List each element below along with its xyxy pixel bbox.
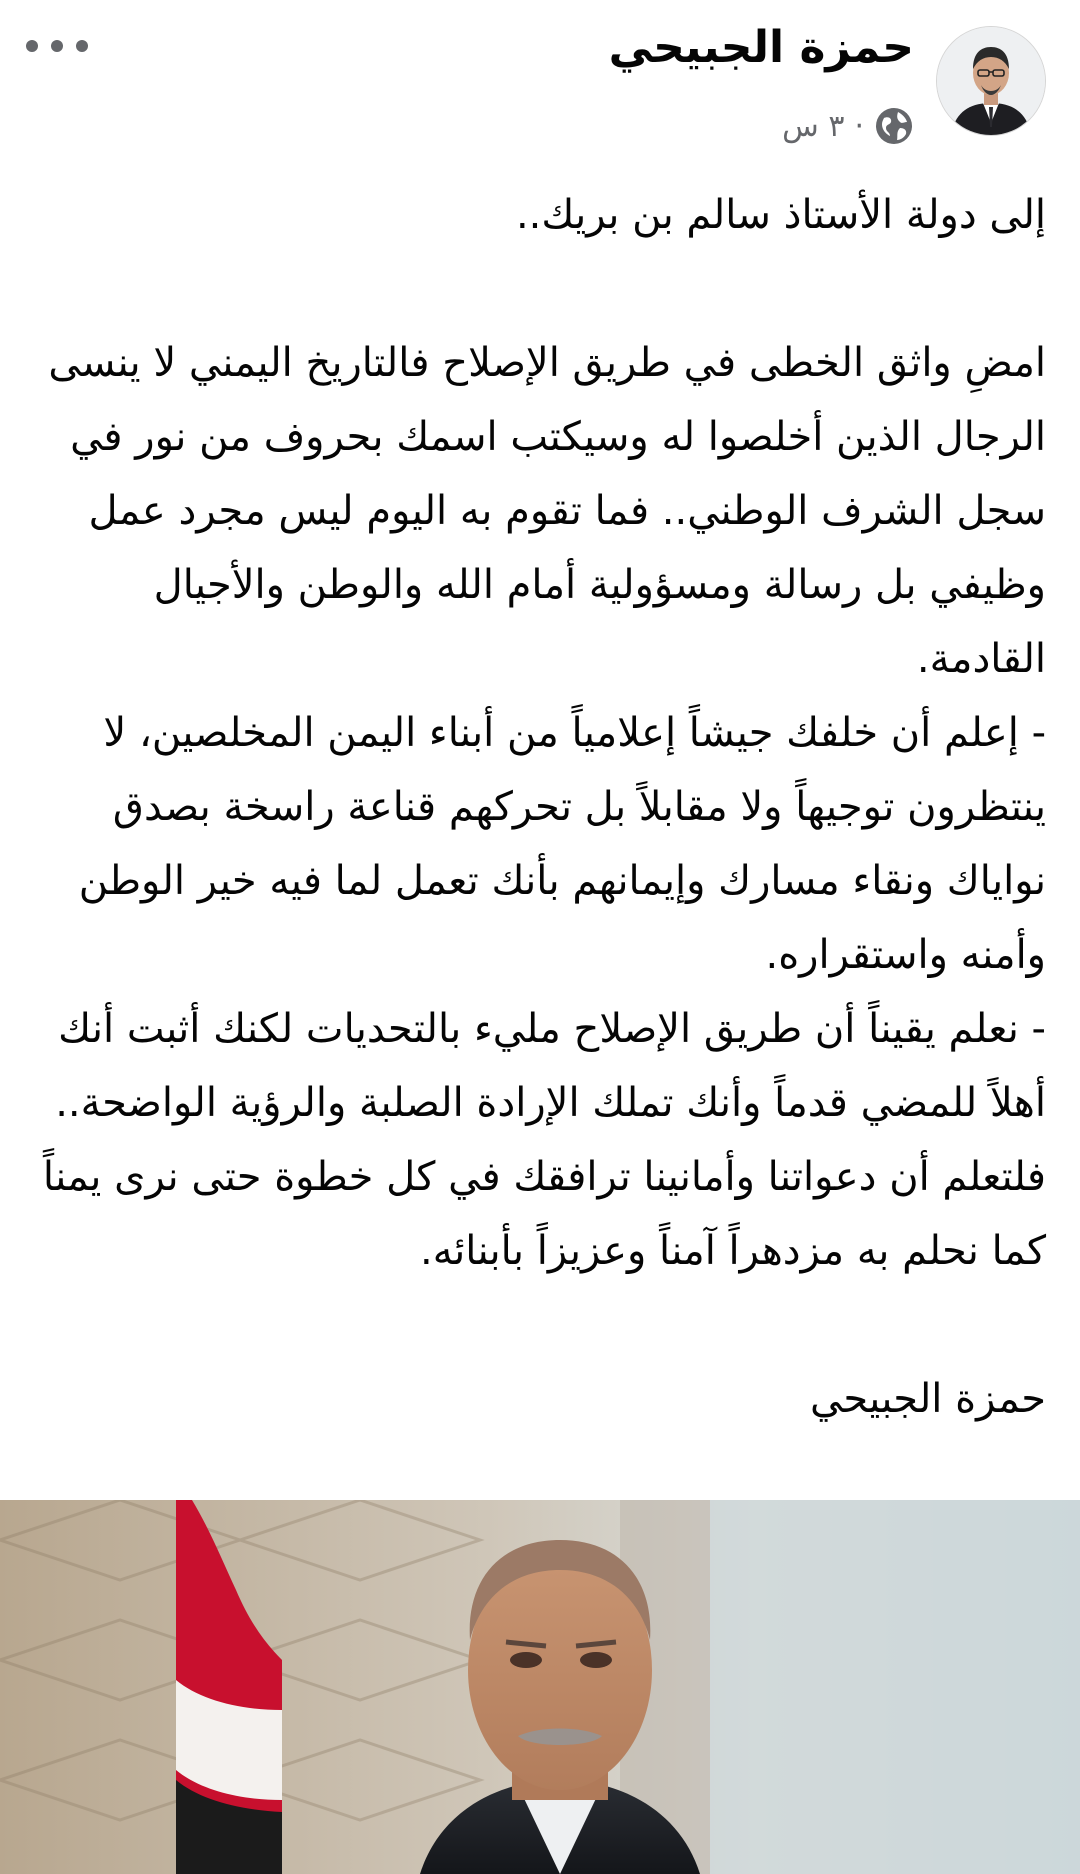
post-paragraph: إلى دولة الأستاذ سالم بن بريك.. <box>515 192 1046 238</box>
author-name[interactable]: حمزة الجبيحي <box>608 22 914 73</box>
paragraph-spacer <box>32 252 1046 326</box>
more-dot <box>26 40 38 52</box>
post-text <box>32 178 1046 1436</box>
post-photo[interactable] <box>0 1500 1080 1874</box>
author-avatar[interactable] <box>936 26 1046 136</box>
paragraph-spacer <box>32 1288 1046 1362</box>
globe-icon <box>874 106 914 146</box>
post-paragraph: - نعلم يقيناً أن طريق الإصلاح مليء بالتحديات لكنك أثبت أنك أهلاً للمضي قدماً وأنك تملك الإرادة الصلبة والرؤية الواضحة.. فلتعلم أن دعواتنا وأمانينا ترافقك في كل خطوة حتى نرى يمناً كما نحلم به مزدهراً آمناً وعزيزاً بأبنائه. <box>42 1006 1046 1274</box>
post-meta <box>782 104 914 148</box>
more-dot <box>51 40 63 52</box>
post-paragraph: - إعلم أن خلفك جيشاً إعلامياً من أبناء اليمن المخلصين، لا ينتظرون توجيهاً ولا مقابلاً بل تحركهم قناعة راسخة بصدق نواياك ونقاء مسارك وإيمانهم بأنك تعمل لما فيه خير الوطن وأمنه واستقراره. <box>78 710 1046 978</box>
more-options-icon[interactable] <box>26 26 88 66</box>
more-dot <box>76 40 88 52</box>
post-paragraph: امضِ واثق الخطى في طريق الإصلاح فالتاريخ اليمني لا ينسى الرجال الذين أخلصوا له وسيكتب اسمك بحروف من نور في سجل الشرف الوطني.. فما تقوم به اليوم ليس مجرد عمل وظيفي بل رسالة ومسؤولية أمام الله والوطن والأجيال القادمة. <box>48 340 1046 682</box>
post-signature: حمزة الجبيحي <box>809 1376 1046 1422</box>
meta-separator: · <box>854 108 864 144</box>
post-header <box>0 0 1080 150</box>
post-timestamp[interactable]: ٣ س <box>782 108 845 144</box>
